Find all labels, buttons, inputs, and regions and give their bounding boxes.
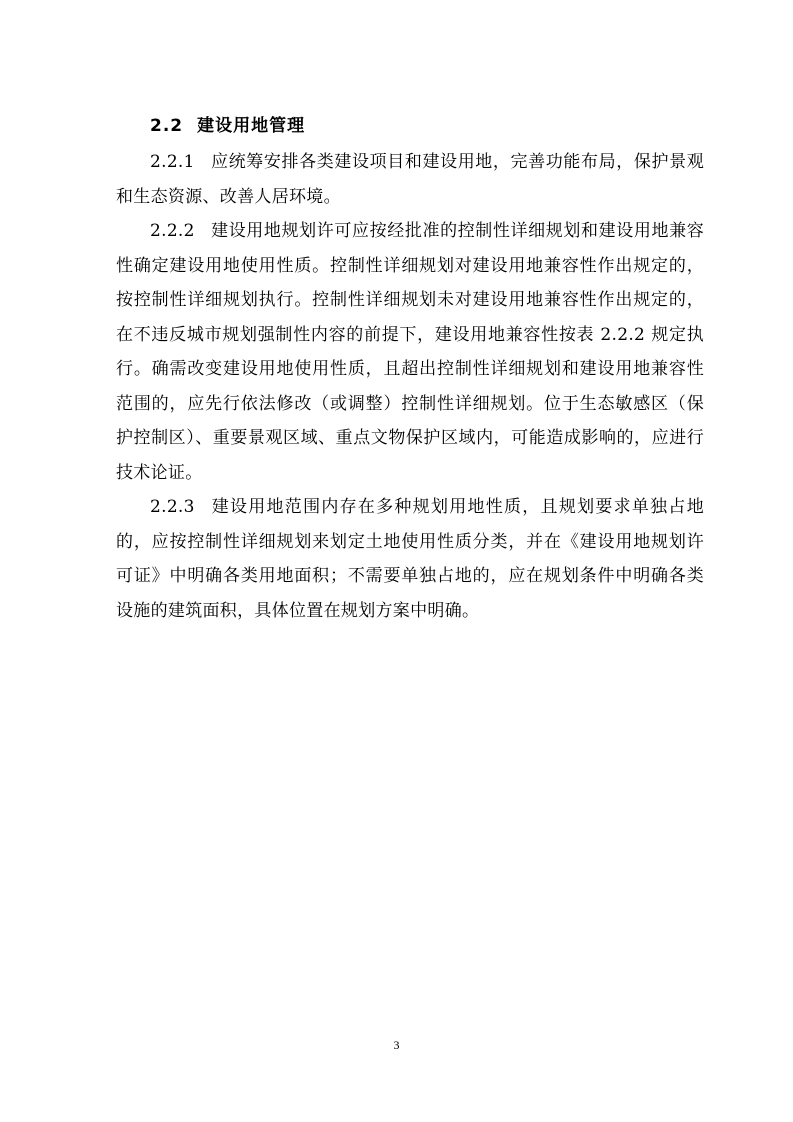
clause-text: 建设用地规划许可应按经批准的控制性详细规划和建设用地兼容性确定建设用地使用性质。控制性详细规划对建设用地兼容性作出规定的，按控制性详细规划执行。控制性详细规划未对建设用地兼容性作出规定的，在不违反城市规划强制性内容的前提下，建设用地兼容性按表 2.2.2 规定执行。确需改变建设用地使用性质，且超出控制性详细规划和建设用地兼容性范围的，应先行依法修改（或调整）控制性详细规划。位于生态敏感区（保护控制区）、重要景观区域、重点文物保护区域内，可能造成影响的，应进行技术论证。 bbox=[116, 221, 704, 483]
section-title: 建设用地管理 bbox=[197, 116, 306, 136]
clause-paragraph bbox=[116, 145, 704, 214]
page-number: 3 bbox=[393, 1038, 400, 1052]
clause-number: 2.2.3 bbox=[150, 497, 195, 517]
section-number: 2.2 bbox=[150, 116, 184, 136]
clause-paragraph bbox=[116, 214, 704, 490]
section-body bbox=[116, 145, 704, 628]
clause-number: 2.2.2 bbox=[150, 221, 195, 241]
clause-number: 2.2.1 bbox=[150, 152, 195, 172]
clause-text: 建设用地范围内存在多种规划用地性质，且规划要求单独占地的，应按控制性详细规划来划定土地使用性质分类，并在《建设用地规划许可证》中明确各类用地面积；不需要单独占地的，应在规划条件中明确各类设施的建筑面积，具体位置在规划方案中明确。 bbox=[116, 497, 704, 621]
section-heading bbox=[150, 114, 305, 138]
clause-paragraph bbox=[116, 490, 704, 628]
clause-text: 应统筹安排各类建设项目和建设用地，完善功能布局，保护景观和生态资源、改善人居环境。 bbox=[116, 152, 704, 207]
